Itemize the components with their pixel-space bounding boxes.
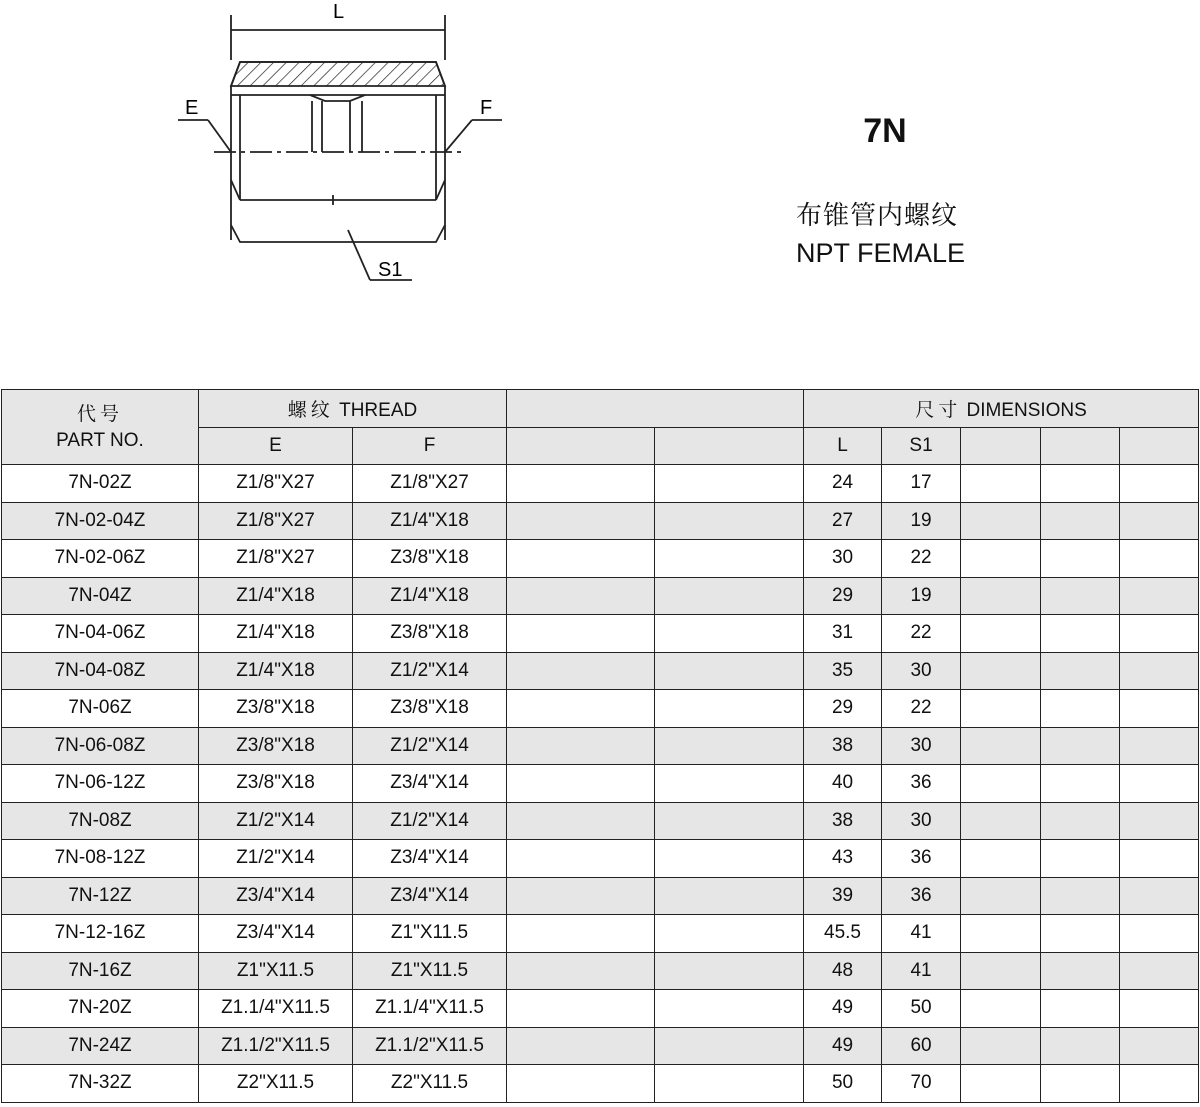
part-no-cell: 7N-04-06Z bbox=[2, 615, 199, 653]
blank-cell bbox=[1120, 802, 1199, 840]
part-no-header-cn: 代号 bbox=[76, 402, 123, 425]
blank-cell bbox=[1120, 1065, 1199, 1103]
blank-cell bbox=[507, 727, 655, 765]
thread-e-cell: Z2"X11.5 bbox=[199, 1065, 353, 1103]
thread-f-cell: Z1/2"X14 bbox=[353, 802, 507, 840]
blank-cell bbox=[961, 1065, 1041, 1103]
thread-e-cell: Z1/8"X27 bbox=[199, 540, 353, 578]
thread-e-cell: Z1/8"X27 bbox=[199, 502, 353, 540]
thread-e-cell: Z1"X11.5 bbox=[199, 952, 353, 990]
blank-cell bbox=[961, 765, 1041, 803]
blank-cell bbox=[961, 877, 1041, 915]
part-no-cell: 7N-06Z bbox=[2, 690, 199, 728]
dim-l-cell: 48 bbox=[804, 952, 882, 990]
dim-s1-cell: 30 bbox=[882, 802, 961, 840]
table-row bbox=[2, 1027, 1199, 1065]
blank-cell bbox=[1041, 952, 1120, 990]
blank-cell bbox=[961, 915, 1041, 953]
blank-cell bbox=[1041, 690, 1120, 728]
blank-cell bbox=[1041, 577, 1120, 615]
dim-l-cell: 40 bbox=[804, 765, 882, 803]
blank-cell bbox=[507, 502, 655, 540]
dim-label-L: L bbox=[333, 1, 345, 23]
thread-e-cell: Z1/4"X18 bbox=[199, 615, 353, 653]
thread-e-cell: Z1/2"X14 bbox=[199, 840, 353, 878]
col-header-f: F bbox=[353, 427, 507, 465]
dim-s1-cell: 22 bbox=[882, 540, 961, 578]
table-row bbox=[2, 727, 1199, 765]
blank-cell bbox=[961, 690, 1041, 728]
part-no-cell: 7N-08Z bbox=[2, 802, 199, 840]
dim-label-E: E bbox=[185, 97, 199, 119]
blank-cell bbox=[655, 690, 804, 728]
blank-cell bbox=[1041, 465, 1120, 503]
col-header-blank-4 bbox=[1041, 427, 1120, 465]
table-row bbox=[2, 690, 1199, 728]
part-no-cell: 7N-02Z bbox=[2, 465, 199, 503]
thread-f-cell: Z3/8"X18 bbox=[353, 540, 507, 578]
dim-l-cell: 35 bbox=[804, 652, 882, 690]
blank-cell bbox=[961, 502, 1041, 540]
thread-f-cell: Z1/2"X14 bbox=[353, 652, 507, 690]
blank-cell bbox=[961, 840, 1041, 878]
blank-cell bbox=[1041, 990, 1120, 1028]
thread-e-cell: Z3/4"X14 bbox=[199, 877, 353, 915]
blank-cell bbox=[655, 915, 804, 953]
blank-cell bbox=[961, 652, 1041, 690]
thread-f-cell: Z1.1/4"X11.5 bbox=[353, 990, 507, 1028]
thread-f-cell: Z1"X11.5 bbox=[353, 952, 507, 990]
blank-header bbox=[507, 390, 804, 428]
blank-cell bbox=[1120, 1027, 1199, 1065]
table-row bbox=[2, 502, 1199, 540]
blank-cell bbox=[655, 502, 804, 540]
thread-header-en: THREAD bbox=[339, 399, 418, 421]
part-no-header bbox=[2, 390, 199, 465]
blank-cell bbox=[655, 577, 804, 615]
dim-s1-cell: 36 bbox=[882, 877, 961, 915]
dim-l-cell: 49 bbox=[804, 1027, 882, 1065]
fitting-outline bbox=[178, 15, 502, 280]
table-row bbox=[2, 990, 1199, 1028]
part-no-cell: 7N-08-12Z bbox=[2, 840, 199, 878]
table-row bbox=[2, 765, 1199, 803]
dim-s1-cell: 30 bbox=[882, 727, 961, 765]
thread-f-cell: Z3/8"X18 bbox=[353, 690, 507, 728]
dim-l-cell: 50 bbox=[804, 1065, 882, 1103]
dim-l-cell: 45.5 bbox=[804, 915, 882, 953]
blank-cell bbox=[507, 952, 655, 990]
blank-cell bbox=[961, 802, 1041, 840]
blank-cell bbox=[507, 765, 655, 803]
blank-cell bbox=[655, 840, 804, 878]
blank-cell bbox=[655, 652, 804, 690]
dim-label-S1: S1 bbox=[378, 259, 403, 281]
blank-cell bbox=[507, 615, 655, 653]
spec-table bbox=[1, 389, 1199, 1103]
part-no-cell: 7N-06-12Z bbox=[2, 765, 199, 803]
blank-cell bbox=[961, 577, 1041, 615]
table-row bbox=[2, 465, 1199, 503]
dim-s1-cell: 41 bbox=[882, 915, 961, 953]
table-row bbox=[2, 1065, 1199, 1103]
table-row bbox=[2, 540, 1199, 578]
blank-cell bbox=[1120, 465, 1199, 503]
dim-s1-cell: 22 bbox=[882, 690, 961, 728]
part-no-cell: 7N-16Z bbox=[2, 952, 199, 990]
blank-cell bbox=[655, 952, 804, 990]
blank-cell bbox=[1041, 765, 1120, 803]
blank-cell bbox=[1120, 615, 1199, 653]
col-header-e: E bbox=[199, 427, 353, 465]
blank-cell bbox=[507, 915, 655, 953]
blank-cell bbox=[1120, 840, 1199, 878]
table-row bbox=[2, 802, 1199, 840]
blank-cell bbox=[1120, 952, 1199, 990]
dim-l-cell: 49 bbox=[804, 990, 882, 1028]
blank-cell bbox=[1041, 1027, 1120, 1065]
blank-cell bbox=[1120, 540, 1199, 578]
thread-f-cell: Z3/4"X14 bbox=[353, 877, 507, 915]
dimensions-header bbox=[804, 390, 1199, 428]
thread-e-cell: Z1/4"X18 bbox=[199, 652, 353, 690]
blank-cell bbox=[1041, 652, 1120, 690]
thread-f-cell: Z2"X11.5 bbox=[353, 1065, 507, 1103]
dim-l-cell: 43 bbox=[804, 840, 882, 878]
dim-l-cell: 24 bbox=[804, 465, 882, 503]
blank-cell bbox=[1041, 877, 1120, 915]
thread-e-cell: Z1/8"X27 bbox=[199, 465, 353, 503]
blank-cell bbox=[1120, 690, 1199, 728]
blank-cell bbox=[507, 990, 655, 1028]
thread-e-cell: Z3/4"X14 bbox=[199, 915, 353, 953]
page-title: 7N bbox=[863, 112, 907, 150]
blank-cell bbox=[507, 465, 655, 503]
blank-cell bbox=[655, 802, 804, 840]
table-row bbox=[2, 915, 1199, 953]
fitting-drawing bbox=[170, 0, 493, 290]
blank-cell bbox=[507, 540, 655, 578]
col-header-blank-3 bbox=[961, 427, 1041, 465]
dim-s1-cell: 41 bbox=[882, 952, 961, 990]
thread-f-cell: Z1/8"X27 bbox=[353, 465, 507, 503]
blank-cell bbox=[1120, 727, 1199, 765]
table-row bbox=[2, 652, 1199, 690]
part-no-cell: 7N-04Z bbox=[2, 577, 199, 615]
blank-cell bbox=[961, 990, 1041, 1028]
dim-s1-cell: 36 bbox=[882, 840, 961, 878]
header-row-1 bbox=[2, 390, 1199, 428]
dimensions-header-cn: 尺寸 bbox=[915, 398, 962, 421]
blank-cell bbox=[655, 727, 804, 765]
blank-cell bbox=[507, 1065, 655, 1103]
table-row bbox=[2, 952, 1199, 990]
thread-e-cell: Z3/8"X18 bbox=[199, 727, 353, 765]
blank-cell bbox=[507, 802, 655, 840]
blank-cell bbox=[1120, 577, 1199, 615]
blank-cell bbox=[961, 540, 1041, 578]
blank-cell bbox=[1120, 652, 1199, 690]
table-row bbox=[2, 615, 1199, 653]
col-header-s1: S1 bbox=[882, 427, 961, 465]
thread-e-cell: Z3/8"X18 bbox=[199, 690, 353, 728]
part-no-cell: 7N-32Z bbox=[2, 1065, 199, 1103]
col-header-blank-2 bbox=[655, 427, 804, 465]
table-row bbox=[2, 577, 1199, 615]
thread-e-cell: Z1/4"X18 bbox=[199, 577, 353, 615]
subtitle-english: NPT FEMALE bbox=[796, 238, 966, 268]
dim-l-cell: 27 bbox=[804, 502, 882, 540]
dim-s1-cell: 70 bbox=[882, 1065, 961, 1103]
subtitle-chinese: 布锥管内螺纹 bbox=[796, 201, 959, 231]
col-header-blank-1 bbox=[507, 427, 655, 465]
part-no-cell: 7N-12Z bbox=[2, 877, 199, 915]
thread-e-cell: Z1/2"X14 bbox=[199, 802, 353, 840]
part-no-cell: 7N-06-08Z bbox=[2, 727, 199, 765]
blank-cell bbox=[507, 840, 655, 878]
blank-cell bbox=[655, 990, 804, 1028]
blank-cell bbox=[655, 540, 804, 578]
spec-table-body bbox=[2, 465, 1199, 1103]
blank-cell bbox=[961, 952, 1041, 990]
blank-cell bbox=[507, 877, 655, 915]
dim-l-cell: 38 bbox=[804, 727, 882, 765]
blank-cell bbox=[1041, 615, 1120, 653]
dim-s1-cell: 30 bbox=[882, 652, 961, 690]
blank-cell bbox=[1120, 765, 1199, 803]
blank-cell bbox=[1041, 502, 1120, 540]
blank-cell bbox=[1041, 915, 1120, 953]
dim-l-cell: 30 bbox=[804, 540, 882, 578]
thread-e-cell: Z1.1/4"X11.5 bbox=[199, 990, 353, 1028]
blank-cell bbox=[655, 615, 804, 653]
thread-e-cell: Z1.1/2"X11.5 bbox=[199, 1027, 353, 1065]
col-header-l: L bbox=[804, 427, 882, 465]
dim-s1-cell: 17 bbox=[882, 465, 961, 503]
blank-cell bbox=[1041, 802, 1120, 840]
thread-f-cell: Z3/4"X14 bbox=[353, 840, 507, 878]
blank-cell bbox=[1041, 840, 1120, 878]
blank-cell bbox=[655, 1027, 804, 1065]
thread-f-cell: Z3/4"X14 bbox=[353, 765, 507, 803]
table-row bbox=[2, 840, 1199, 878]
dimensions-header-en: DIMENSIONS bbox=[966, 399, 1087, 421]
part-no-cell: 7N-02-06Z bbox=[2, 540, 199, 578]
blank-cell bbox=[1041, 540, 1120, 578]
blank-cell bbox=[507, 1027, 655, 1065]
dim-l-cell: 29 bbox=[804, 690, 882, 728]
part-no-header-en: PART NO. bbox=[56, 429, 144, 451]
dim-l-cell: 29 bbox=[804, 577, 882, 615]
thread-f-cell: Z1"X11.5 bbox=[353, 915, 507, 953]
blank-cell bbox=[507, 577, 655, 615]
dim-s1-cell: 19 bbox=[882, 577, 961, 615]
blank-cell bbox=[507, 690, 655, 728]
fitting-drawing-svg bbox=[170, 0, 493, 290]
thread-f-cell: Z3/8"X18 bbox=[353, 615, 507, 653]
table-row bbox=[2, 877, 1199, 915]
thread-f-cell: Z1/2"X14 bbox=[353, 727, 507, 765]
blank-cell bbox=[961, 1027, 1041, 1065]
blank-cell bbox=[961, 465, 1041, 503]
blank-cell bbox=[1120, 990, 1199, 1028]
dim-label-F: F bbox=[480, 97, 493, 119]
dim-s1-cell: 19 bbox=[882, 502, 961, 540]
part-no-cell: 7N-02-04Z bbox=[2, 502, 199, 540]
blank-cell bbox=[961, 615, 1041, 653]
thread-header bbox=[199, 390, 507, 428]
part-no-cell: 7N-24Z bbox=[2, 1027, 199, 1065]
blank-cell bbox=[655, 465, 804, 503]
part-no-cell: 7N-04-08Z bbox=[2, 652, 199, 690]
col-header-blank-5 bbox=[1120, 427, 1199, 465]
part-no-cell: 7N-12-16Z bbox=[2, 915, 199, 953]
blank-cell bbox=[655, 1065, 804, 1103]
dim-l-cell: 38 bbox=[804, 802, 882, 840]
dim-l-cell: 39 bbox=[804, 877, 882, 915]
dim-s1-cell: 36 bbox=[882, 765, 961, 803]
blank-cell bbox=[1120, 877, 1199, 915]
dim-l-cell: 31 bbox=[804, 615, 882, 653]
blank-cell bbox=[655, 877, 804, 915]
blank-cell bbox=[1120, 502, 1199, 540]
dim-s1-cell: 22 bbox=[882, 615, 961, 653]
blank-cell bbox=[655, 765, 804, 803]
thread-f-cell: Z1.1/2"X11.5 bbox=[353, 1027, 507, 1065]
blank-cell bbox=[961, 727, 1041, 765]
thread-e-cell: Z3/8"X18 bbox=[199, 765, 353, 803]
part-no-cell: 7N-20Z bbox=[2, 990, 199, 1028]
blank-cell bbox=[1120, 915, 1199, 953]
thread-f-cell: Z1/4"X18 bbox=[353, 577, 507, 615]
thread-f-cell: Z1/4"X18 bbox=[353, 502, 507, 540]
dim-s1-cell: 60 bbox=[882, 1027, 961, 1065]
thread-header-cn: 螺纹 bbox=[287, 398, 334, 421]
blank-cell bbox=[1041, 1065, 1120, 1103]
blank-cell bbox=[1041, 727, 1120, 765]
dim-s1-cell: 50 bbox=[882, 990, 961, 1028]
blank-cell bbox=[507, 652, 655, 690]
